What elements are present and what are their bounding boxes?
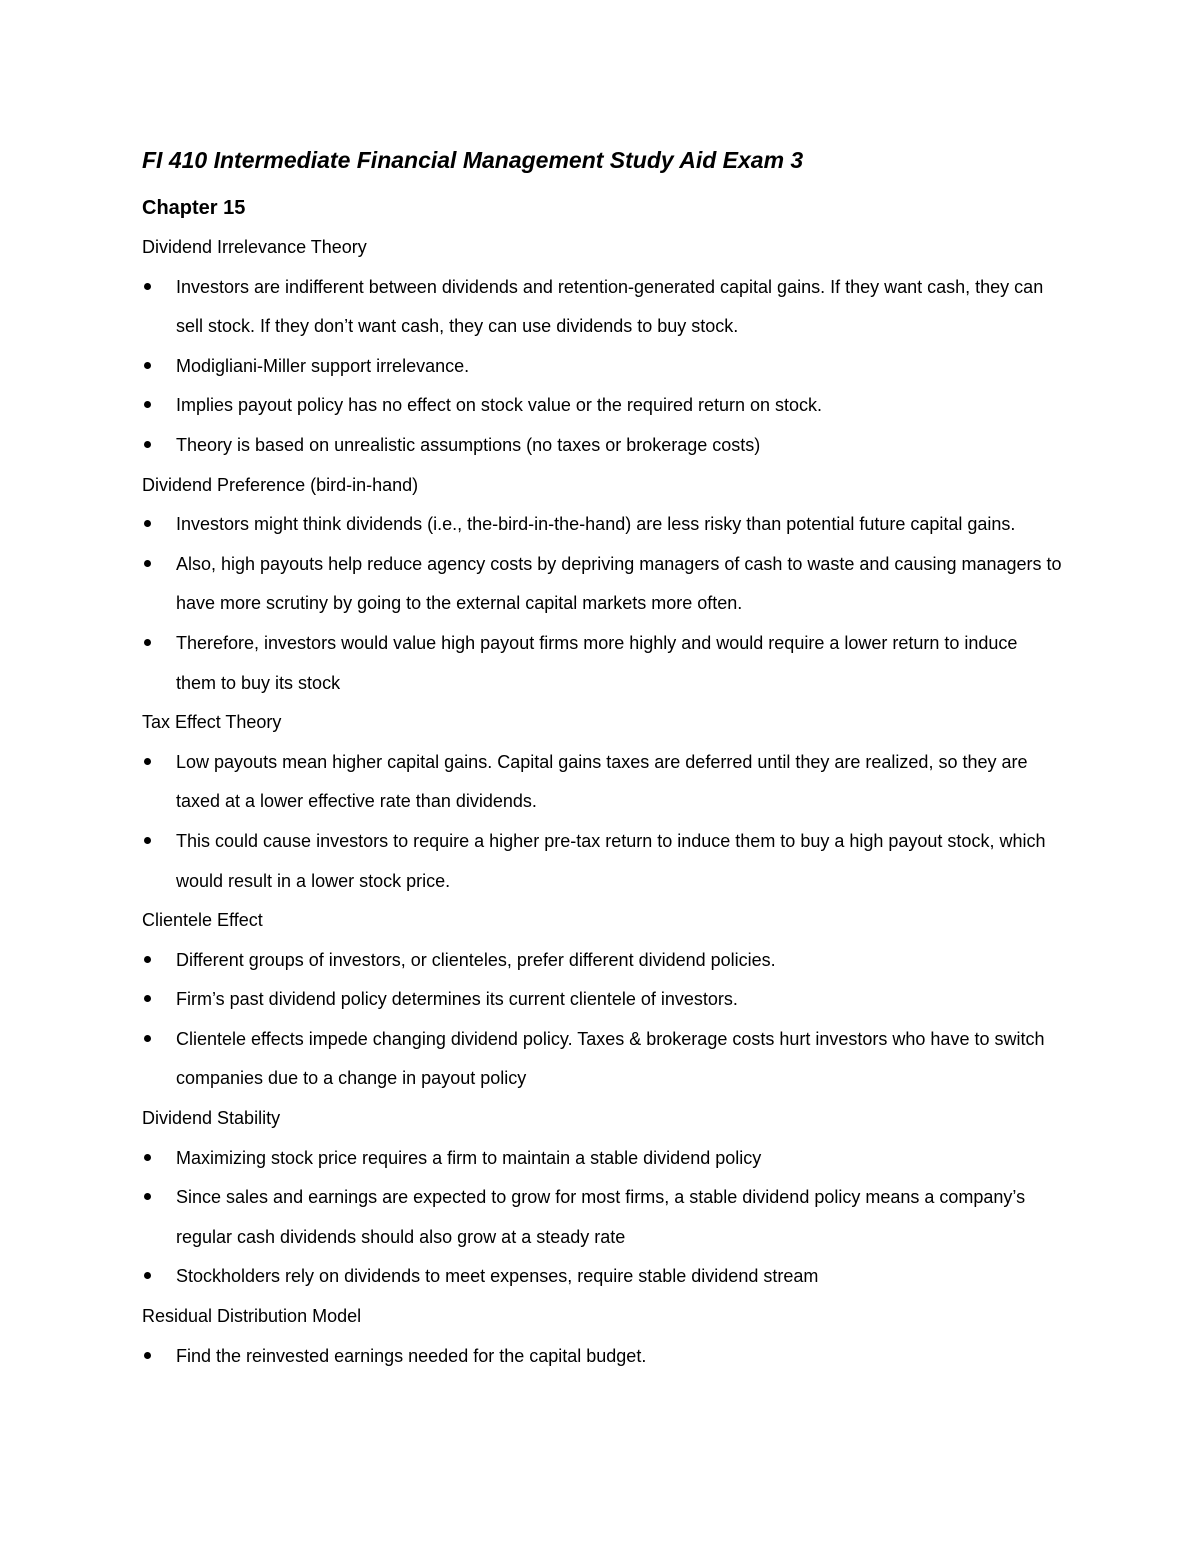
list-item xyxy=(142,941,1062,981)
bullet-icon xyxy=(144,1154,151,1161)
bullet-list xyxy=(142,1337,1062,1377)
section-heading: Dividend Irrelevance Theory xyxy=(142,237,367,257)
list-item xyxy=(142,545,1062,624)
section-heading: Dividend Stability xyxy=(142,1108,281,1129)
bullet-icon xyxy=(144,560,151,567)
list-item-text: Maximizing stock price requires a firm to maintain a stable dividend policy xyxy=(176,1147,762,1168)
section-dividend-irrelevance xyxy=(142,228,1062,466)
bullet-icon xyxy=(144,441,151,448)
bullet-icon xyxy=(144,401,151,408)
bullet-icon xyxy=(144,362,151,369)
list-item-text: Since sales and earnings are expected to grow for most firms, a stable dividend policy means a company’s regular cash dividends should also grow at a steady rate xyxy=(176,1187,1026,1247)
chapter-heading: Chapter 15 xyxy=(142,197,246,219)
bullet-list xyxy=(142,268,1062,466)
section-heading: Residual Distribution Model xyxy=(142,1306,362,1327)
list-item xyxy=(142,1139,1062,1179)
list-item-text: This could cause investors to require a higher pre-tax return to induce them to buy a high payout stock, which would result in a lower stock price. xyxy=(176,830,1046,891)
bullet-list xyxy=(142,743,1062,901)
list-item-text: Therefore, investors would value high payout firms more highly and would require a lower return to induce them to buy its stock xyxy=(176,632,1018,693)
section-clientele-effect xyxy=(142,901,1062,1099)
list-item xyxy=(142,624,1062,703)
bullet-icon xyxy=(144,1193,151,1200)
section-heading: Clientele Effect xyxy=(142,910,263,931)
list-item-text: Firm’s past dividend policy determines its current clientele of investors. xyxy=(176,989,738,1010)
list-item-text: Theory is based on unrealistic assumptions (no taxes or brokerage costs) xyxy=(176,434,761,455)
section-tax-effect xyxy=(142,703,1062,901)
list-item-text: Different groups of investors, or clienteles, prefer different dividend policies. xyxy=(176,949,776,970)
bullet-icon xyxy=(144,283,151,290)
bullet-icon xyxy=(144,639,151,646)
list-item xyxy=(142,1337,1062,1377)
section-dividend-stability xyxy=(142,1099,1062,1297)
list-item xyxy=(142,426,1062,466)
list-item xyxy=(142,1257,1062,1297)
list-item-text: Investors are indifferent between dividends and retention-generated capital gains. If they want cash, they can sell stock. If they don’t want cash, they can use dividends to buy stock. xyxy=(176,276,1044,337)
bullet-icon xyxy=(144,956,151,963)
list-item-text: Implies payout policy has no effect on stock value or the required return on stock. xyxy=(176,395,823,416)
list-item xyxy=(142,1020,1062,1099)
document-content xyxy=(142,140,1062,1376)
list-item xyxy=(142,980,1062,1020)
bullet-list xyxy=(142,1139,1062,1297)
list-item xyxy=(142,743,1062,822)
bullet-icon xyxy=(144,1035,151,1042)
bullet-icon xyxy=(144,1272,151,1279)
list-item-text: Low payouts mean higher capital gains. Capital gains taxes are deferred until they are realized, so they are taxed at a lower effective rate than dividends. xyxy=(176,751,1028,812)
list-item xyxy=(142,1178,1062,1257)
bullet-icon xyxy=(144,520,151,527)
bullet-icon xyxy=(144,758,151,765)
list-item xyxy=(142,822,1062,901)
list-item xyxy=(142,347,1062,387)
section-heading: Tax Effect Theory xyxy=(142,712,282,733)
section-residual-distribution xyxy=(142,1297,1062,1376)
bullet-list xyxy=(142,941,1062,1099)
list-item-text: Also, high payouts help reduce agency costs by depriving managers of cash to waste and causing managers to have more scrutiny by going to the external capital markets more often. xyxy=(176,553,1062,614)
bullet-icon xyxy=(144,1352,151,1359)
section-dividend-preference xyxy=(142,466,1062,704)
document-title: FI 410 Intermediate Financial Management Study Aid Exam 3 xyxy=(142,147,804,173)
list-item xyxy=(142,386,1062,426)
bullet-icon xyxy=(144,837,151,844)
list-item-text: Clientele effects impede changing dividend policy. Taxes & brokerage costs hurt investors who have to switch companies due to a change in payout policy xyxy=(176,1028,1045,1089)
list-item xyxy=(142,268,1062,347)
list-item-text: Stockholders rely on dividends to meet expenses, require stable dividend stream xyxy=(176,1266,819,1287)
list-item xyxy=(142,505,1062,545)
list-item-text: Investors might think dividends (i.e., the-bird-in-the-hand) are less risky than potential future capital gains. xyxy=(176,514,1016,535)
list-item-text: Modigliani-Miller support irrelevance. xyxy=(176,355,470,376)
list-item-text: Find the reinvested earnings needed for the capital budget. xyxy=(176,1345,647,1366)
bullet-icon xyxy=(144,995,151,1002)
bullet-list xyxy=(142,505,1062,703)
section-heading: Dividend Preference (bird-in-hand) xyxy=(142,474,419,495)
